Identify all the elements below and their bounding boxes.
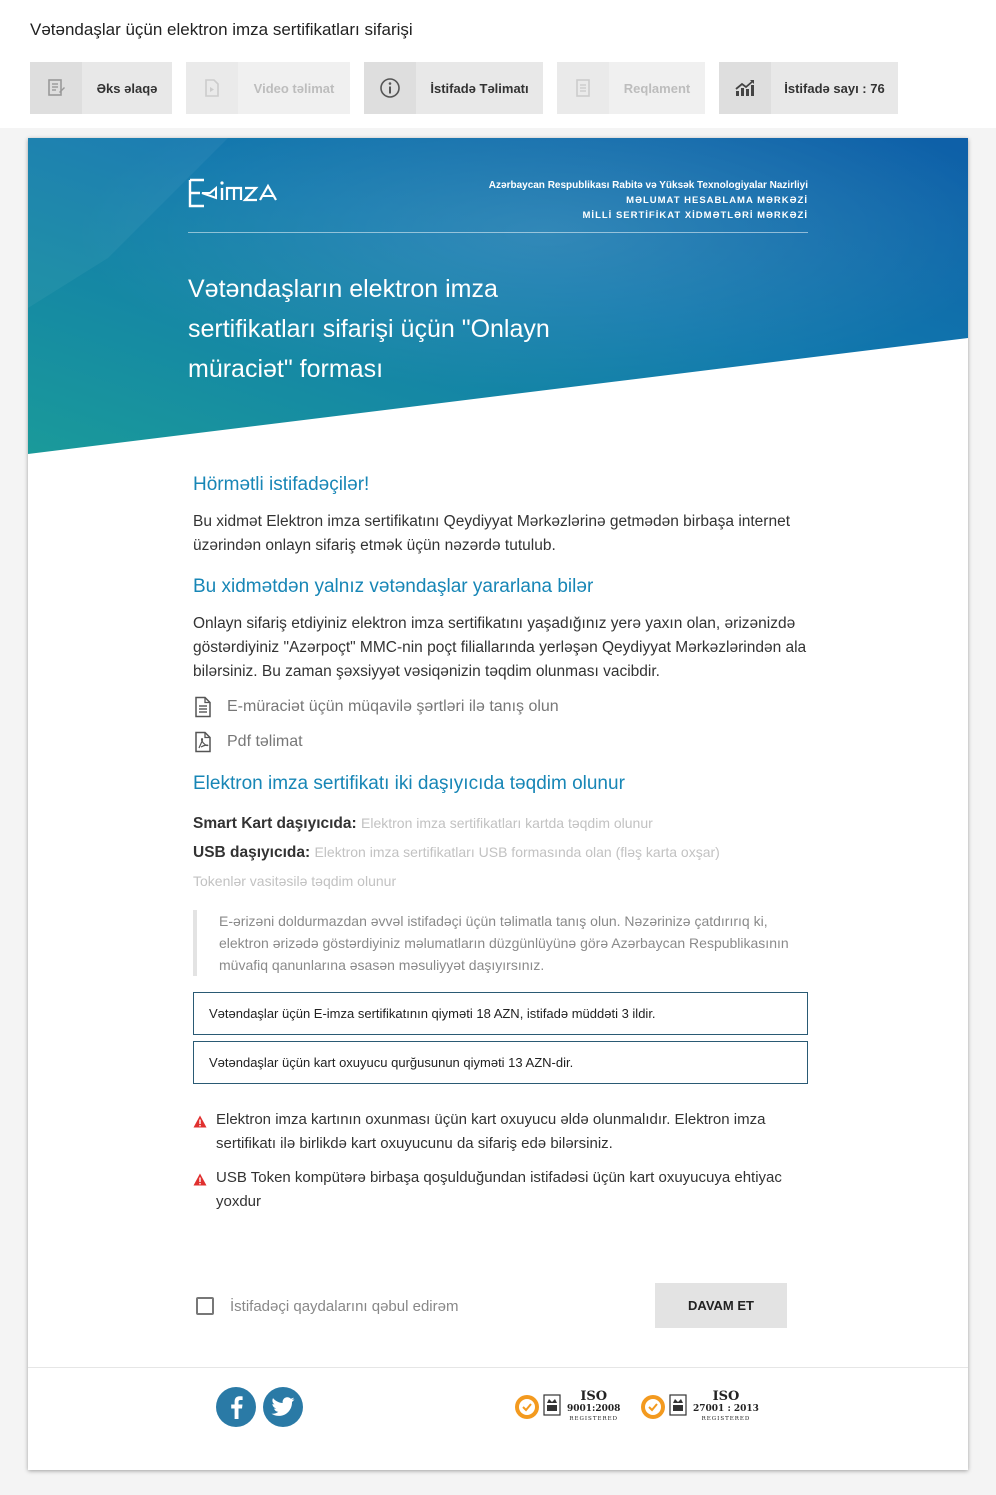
usb-text: Elektron imza sertifikatları USB formasında olan (fləş karta oxşar)	[314, 844, 720, 860]
ukas-seal-icon	[639, 1393, 667, 1421]
smartcard-label: Smart Kart daşıyıcıda:	[193, 815, 357, 832]
warning-card-reader-text: Elektron imza kartının oxunması üçün kart oxuyucu əldə olunmalıdır. Elektron imza sertifikatı ilə birlikdə kart oxuyucunu da sifariş edə bilərsiniz.	[216, 1111, 766, 1152]
hero-divider	[188, 232, 808, 233]
cert-price-box: Vətəndaşlar üçün E-imza sertifikatının qiyməti 18 AZN, istifadə müddəti 3 ildir.	[193, 992, 808, 1035]
eimza-logo	[188, 178, 280, 215]
warning-usb-token-text: USB Token kompütərə birbaşa qoşulduğundan istifadəsi üçün kart oxuyucuya ehtiyac yoxdur	[216, 1169, 782, 1210]
usage-count-label: İstifadə sayı : 76	[784, 80, 885, 96]
instructions-button[interactable]	[364, 62, 543, 114]
ukas-seal-icon	[513, 1393, 541, 1421]
carriers-heading: Elektron imza sertifikatı iki daşıyıcıda təqdim olunur	[193, 773, 625, 794]
iso-code: 27001 : 2013	[693, 1404, 759, 1414]
content	[193, 474, 808, 1214]
iso-code: 9001:2008	[567, 1404, 621, 1414]
edit-note-icon	[30, 62, 82, 114]
document-icon	[557, 62, 609, 114]
contract-terms-link[interactable]	[193, 694, 808, 720]
page-title: Vətəndaşlar üçün elektron imza sertifikatları sifarişi	[30, 20, 413, 39]
trend-up-chart-icon	[719, 62, 771, 114]
iso-label: ISO	[712, 1389, 740, 1404]
responsibility-note: E-ərizəni doldurmazdan əvvəl istifadəçi üçün təlimatla tanış olun. Nəzərinizə çatdırırıq ki, elektron ərizədə göstərdiyiniz məlumatların düzgünlüyünə görə Azərbaycan Respublikasının müvafiq qanunlarına əsasən məsuliyyət daşıyırsınız.	[193, 910, 808, 976]
iso-cert-text	[567, 1390, 620, 1424]
ministry-info	[489, 178, 808, 223]
service-center-name: MİLLİ SERTİFİKAT XİDMƏTLƏRİ MƏRKƏZİ	[582, 210, 808, 221]
regulation-label: Reqlament	[623, 80, 691, 96]
regulation-button[interactable]	[557, 62, 705, 114]
video-tutorial-label: Video təlimat	[253, 80, 335, 96]
twitter-icon	[271, 1397, 295, 1417]
video-tutorial-button[interactable]	[186, 62, 350, 114]
reader-price-box: Vətəndaşlar üçün kart oxuyucu qurğusunun qiyməti 13 AZN-dir.	[193, 1041, 808, 1084]
agree-terms[interactable]	[196, 1297, 458, 1315]
warning-card-reader	[193, 1108, 808, 1156]
citizens-heading: Bu xidmətdən yalnız vətəndaşlar yararlana bilər	[193, 576, 594, 597]
warning-usb-token	[193, 1166, 808, 1214]
feedback-label: Əks əlaqə	[96, 80, 158, 96]
footer-divider	[28, 1367, 968, 1368]
warning-icon	[193, 1166, 216, 1214]
hero-title: Vətəndaşların elektron imza sertifikatları sifarişi üçün "Onlayn müraciət" forması	[188, 275, 550, 383]
video-file-icon	[186, 62, 238, 114]
info-circle-icon	[364, 62, 416, 114]
facebook-icon	[228, 1395, 244, 1419]
usb-text-continued: Tokenlər vasitəsilə təqdim olunur	[193, 873, 397, 889]
iso-registered: REGISTERED	[569, 1416, 619, 1422]
iso-label: ISO	[580, 1389, 608, 1404]
continue-button[interactable]: DAVAM ET	[655, 1283, 787, 1328]
center-name: MƏLUMAT HESABLAMA MƏRKƏZİ	[626, 195, 808, 206]
carrier-usb	[193, 838, 808, 867]
facebook-button[interactable]	[216, 1387, 256, 1427]
iso-cert-text	[693, 1390, 759, 1424]
twitter-button[interactable]	[263, 1387, 303, 1427]
smartcard-text: Elektron imza sertifikatları kartda təqdim olunur	[361, 815, 653, 831]
instructions-label: İstifadə Təlimatı	[430, 80, 529, 96]
usb-label: USB daşıyıcıda:	[193, 844, 311, 861]
pdf-guide-link[interactable]	[193, 729, 808, 755]
citizens-text: Onlayn sifariş etdiyiniz elektron imza sertifikatını yaşadığınız yerə yaxın olan, ərizənizdə göstərdiyiniz "Azərpoçt" MMC-nin poçt filiallarında yerləşən Qeydiyyat Mərkəzlərindən ala bilərsiniz. Bu zaman şəxsiyyət vəsiqənizin təqdim olunması vacibdir.	[193, 615, 807, 680]
ukas-crown-icon	[543, 1393, 561, 1421]
ministry-name: Azərbaycan Respublikası Rabitə və Yüksək Texnologiyalar Nazirliyi	[488, 180, 808, 191]
main-card	[28, 138, 968, 1470]
greeting-heading: Hörmətli istifadəçilər!	[193, 474, 370, 495]
iso-cert-badge	[513, 1387, 633, 1427]
contract-terms-label: E-müraciət üçün müqavilə şərtləri ilə tanış olun	[227, 698, 559, 715]
pdf-guide-label: Pdf təlimat	[227, 733, 303, 750]
document-lines-icon	[193, 696, 213, 718]
iso-registered: REGISTERED	[701, 1416, 751, 1422]
warning-icon	[193, 1108, 216, 1156]
carrier-usb-cont	[193, 867, 808, 896]
top-bar	[0, 0, 996, 128]
feedback-button[interactable]	[30, 62, 172, 114]
hero-banner	[28, 138, 968, 454]
agree-checkbox[interactable]	[196, 1297, 214, 1315]
pdf-file-icon	[193, 731, 213, 753]
certification-badges	[513, 1387, 759, 1427]
ukas-crown-icon	[669, 1393, 687, 1421]
carrier-smartcard	[193, 809, 808, 838]
agree-label: İstifadəçi qaydalarını qəbul edirəm	[230, 1297, 459, 1315]
usage-count-button[interactable]	[719, 62, 898, 114]
intro-text: Bu xidmət Elektron imza sertifikatını Qeydiyyat Mərkəzlərinə getmədən birbaşa internet üzərindən onlayn sifariş etmək üçün nəzərdə tutulub.	[193, 513, 791, 554]
iso-cert-badge	[639, 1387, 759, 1427]
